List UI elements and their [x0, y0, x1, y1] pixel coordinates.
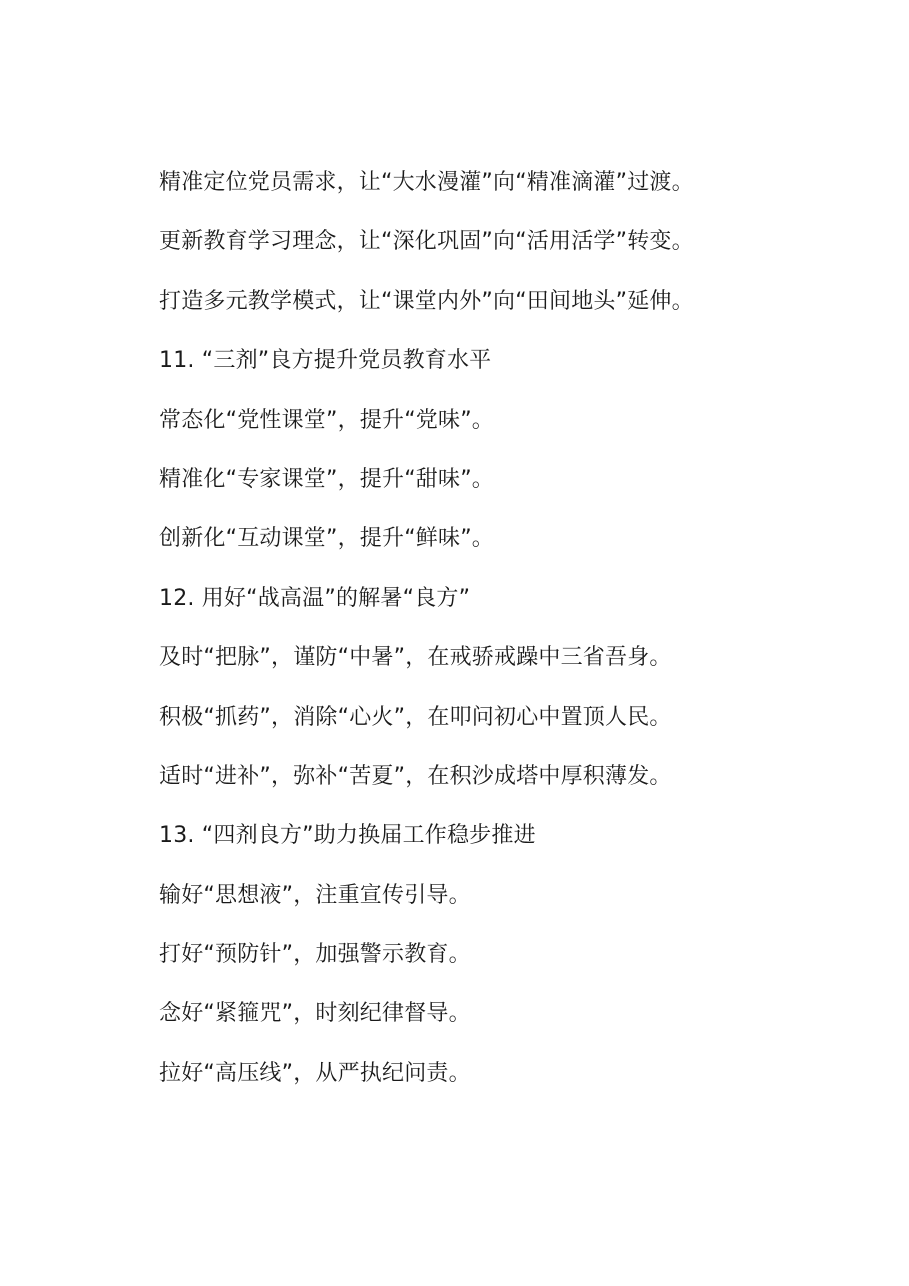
paragraph-line: 输好“思想液”，注重宣传引导。: [159, 882, 471, 908]
paragraph-line: 拉好“高压线”，从严执纪问责。: [159, 1060, 471, 1086]
paragraph-line: 打造多元教学模式，让“课堂内外”向“田间地头”延伸。: [159, 288, 694, 314]
paragraph-line: 创新化“互动课堂”，提升“鲜味”。: [159, 526, 494, 552]
document-body: [159, 163, 859, 1113]
section-heading: 11. “三剂”良方提升党员教育水平: [159, 348, 492, 374]
paragraph-line: 念好“紧箍咒”，时刻纪律督导。: [159, 1001, 471, 1027]
paragraph-line: 常态化“党性课堂”，提升“党味”。: [159, 407, 494, 433]
paragraph-line: 更新教育学习理念，让“深化巩固”向“活用活学”转变。: [159, 229, 694, 255]
paragraph-line: 精准化“专家课堂”，提升“甜味”。: [159, 466, 494, 492]
paragraph-line: 及时“把脉”，谨防“中暑”，在戒骄戒躁中三省吾身。: [159, 645, 672, 671]
paragraph-line: 适时“进补”，弥补“苦夏”，在积沙成塔中厚积薄发。: [159, 763, 672, 789]
paragraph-line: 精准定位党员需求，让“大水漫灌”向“精准滴灌”过渡。: [159, 170, 694, 195]
section-heading: 12. 用好“战高温”的解暑“良方”: [159, 585, 471, 611]
section-heading: 13. “四剂良方”助力换届工作稳步推进: [159, 823, 536, 849]
paragraph-line: 积极“抓药”，消除“心火”，在叩问初心中置顶人民。: [159, 704, 672, 730]
paragraph-line: 打好“预防针”，加强警示教育。: [159, 942, 471, 968]
